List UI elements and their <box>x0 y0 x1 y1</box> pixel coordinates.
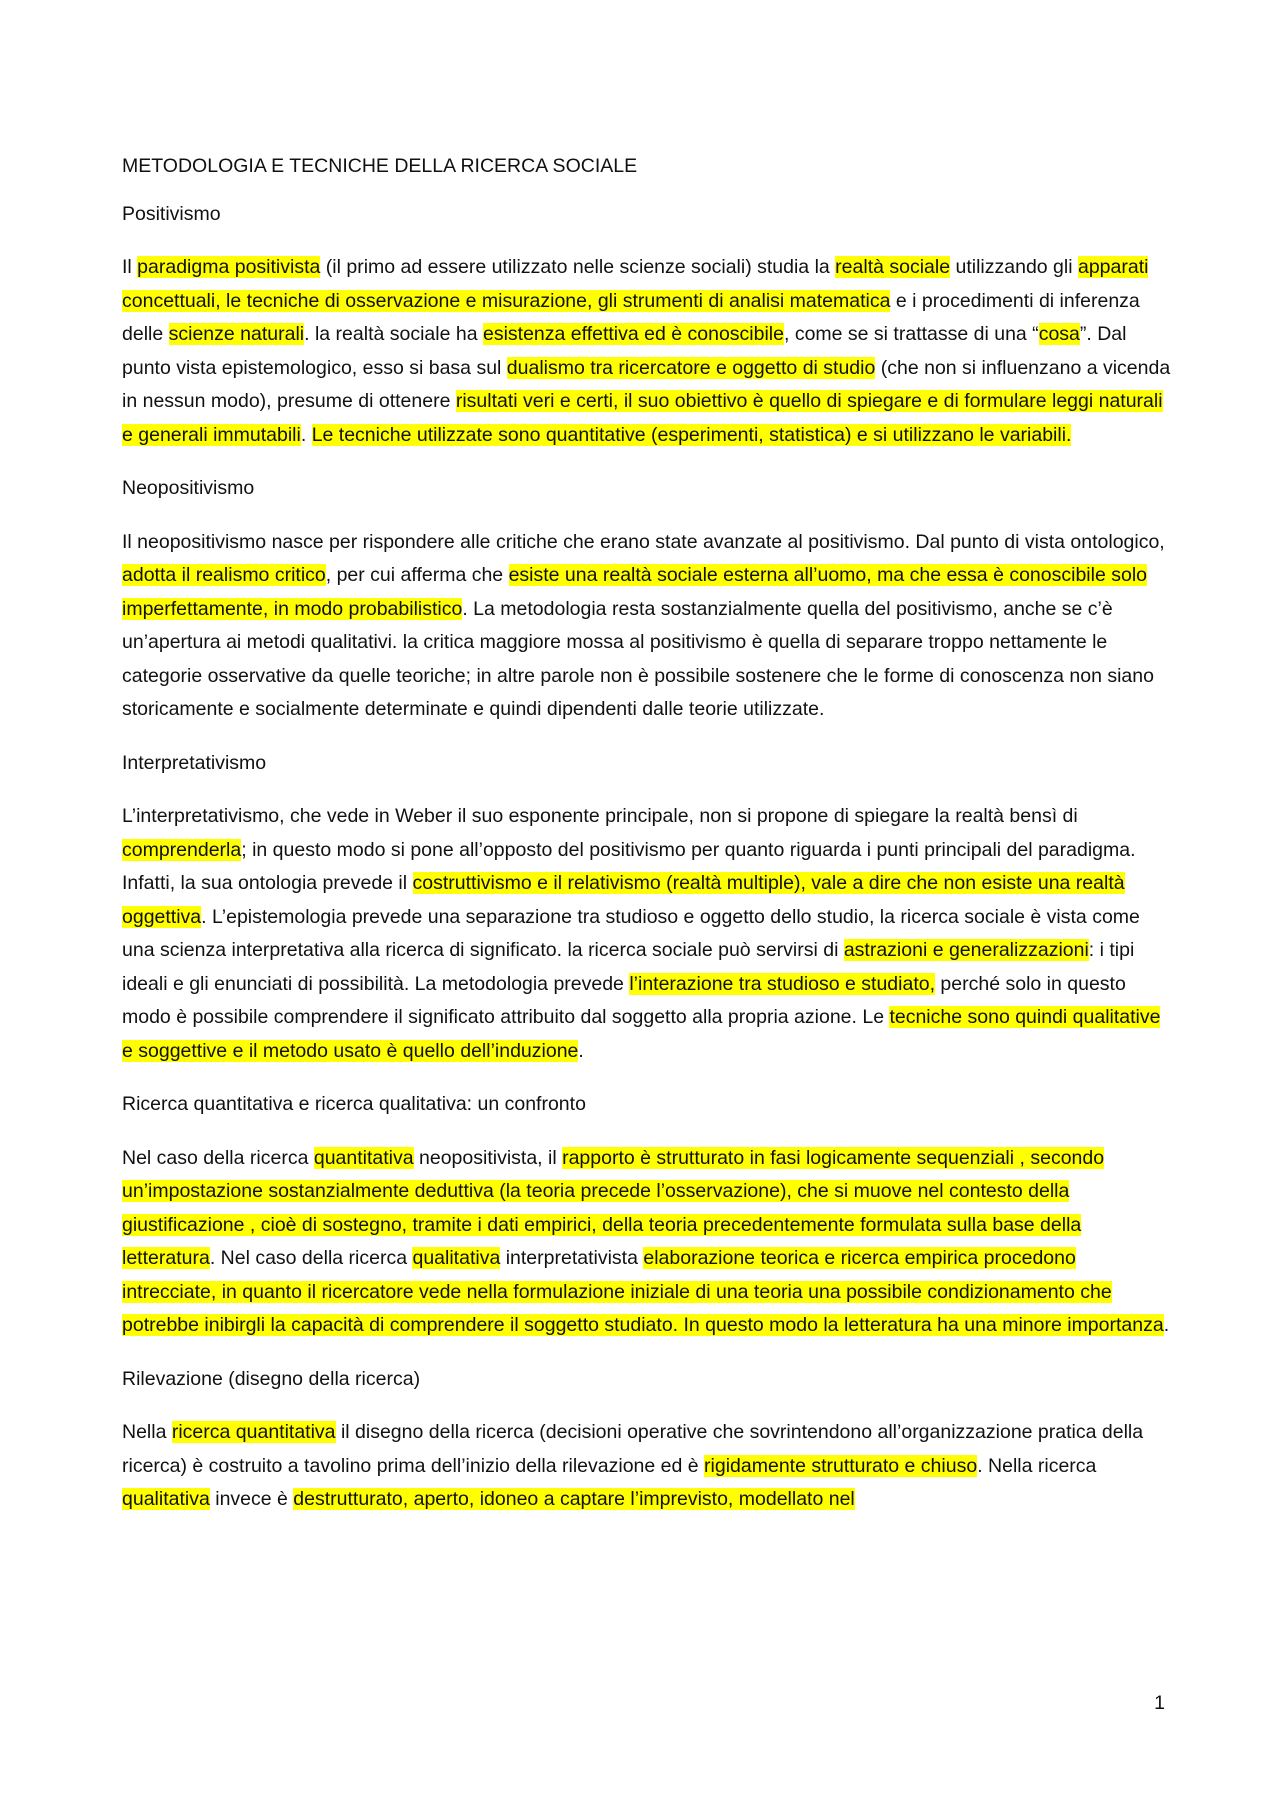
text-run: invece è <box>209 1488 294 1510</box>
section-heading-interpretativismo: Interpretativismo <box>122 751 267 774</box>
section-paragraph-rilevazione <box>122 1416 1172 1517</box>
section-heading-positivismo: Positivismo <box>122 202 221 225</box>
text-run: il disegno della ricerca (decisioni operative che sovrintendono all’organizzazione pratica della ricerca) è costruito a tavolino prima dell’inizio della rilevazione ed è <box>122 1421 1144 1477</box>
highlighted-text: paradigma positivista <box>137 256 321 278</box>
text-run: interpretativista <box>500 1247 644 1269</box>
highlighted-text: l’interazione tra studioso e studiato, <box>629 972 936 995</box>
highlighted-text: esistenza effettiva ed è conoscibile <box>482 323 784 345</box>
highlighted-text: comprenderla <box>122 838 242 861</box>
text-run: neopositivista, il <box>413 1146 563 1169</box>
text-run: . Nel caso della ricerca <box>209 1247 413 1269</box>
highlighted-text: dualismo tra ricercatore e oggetto di studio <box>506 356 876 379</box>
highlighted-text: tecniche sono quindi qualitative e soggettive e il metodo usato è quello dell’induzione <box>122 1006 1161 1062</box>
text-run: . <box>300 423 312 446</box>
section-heading-confronto: Ricerca quantitativa e ricerca qualitativa: un confronto <box>122 1093 586 1115</box>
highlighted-text: adotta il realismo critico <box>122 564 326 586</box>
text-run: perché solo in questo modo è possibile comprendere il significato attribuito dal soggetto alla propria azione. Le <box>122 972 1126 1028</box>
highlighted-text: risultati veri e certi, il suo obiettivo è quello di spiegare e di formulare leggi naturali e generali immutabili <box>122 390 1163 446</box>
text-run: utilizzando gli <box>950 256 1078 278</box>
text-run: . Nella ricerca <box>977 1454 1097 1477</box>
highlighted-text: apparati concettuali, le tecniche di osservazione e misurazione, gli strumenti di analisi matematica <box>122 256 1149 312</box>
section-paragraph-confronto <box>122 1142 1172 1343</box>
document-title: METODOLOGIA E TECNICHE DELLA RICERCA SOCIALE <box>122 155 638 177</box>
text-run: Nella <box>122 1421 172 1443</box>
section-paragraph-positivismo <box>122 251 1172 452</box>
highlighted-text: destrutturato, aperto, idoneo a captare l’imprevisto, modellato nel <box>293 1488 855 1510</box>
text-run: : i tipi ideali e gli enunciati di possibilità. La metodologia prevede <box>122 939 1135 995</box>
highlighted-text: Le tecniche utilizzate sono quantitative (esperimenti, statistica) e si utilizzano le variabili. <box>311 423 1072 446</box>
text-run: Il <box>122 256 138 278</box>
highlighted-text: rapporto è strutturato in fasi logicamente sequenziali , secondo un’impostazione sostanzialmente deduttiva (la teoria precede l’osservazione), che si muove nel contesto della giustificazione , cioè di sostegno, tramite i dati empirici, della teoria precedentemente formulata sulla base della letteratura <box>122 1146 1105 1269</box>
highlighted-text: ricerca quantitativa <box>171 1421 336 1443</box>
text-run: . la realtà sociale ha <box>304 323 483 345</box>
text-run: ; in questo modo si pone all’opposto del positivismo per quanto riguarda i punti principali del paradigma. Infatti, la sua ontologia prevede il <box>122 838 1136 894</box>
document-body <box>122 150 1172 1537</box>
text-run: ”. Dal punto vista epistemologico, esso si basa sul <box>122 323 1127 379</box>
section-paragraph-neopositivismo <box>122 526 1172 727</box>
highlighted-text: esiste una realtà sociale esterna all’uomo, ma che essa è conoscibile solo imperfettamente, in modo probabilistico <box>122 564 1147 620</box>
highlighted-text: scienze naturali <box>168 323 305 345</box>
text-run: , come se si trattasse di una “ <box>783 323 1039 345</box>
text-run: . <box>578 1039 584 1062</box>
section-heading-rilevazione: Rilevazione (disegno della ricerca) <box>122 1367 421 1390</box>
section-heading-neopositivismo: Neopositivismo <box>122 477 255 499</box>
text-run: . <box>1163 1314 1170 1336</box>
highlighted-text: elaborazione teorica e ricerca empirica procedono intrecciate, in quanto il ricercatore vede nella formulazione iniziale di una teoria una possibile condizionamento che potrebbe inibirgli la capacità di comprendere il soggetto studiato. In questo modo la letteratura ha una minore importanza <box>122 1247 1164 1336</box>
text-run: Il neopositivismo nasce per rispondere alle critiche che erano state avanzate al positivismo. Dal punto di vista ontologico, <box>122 530 1165 553</box>
text-run: , per cui afferma che <box>325 564 509 586</box>
page-number: 1 <box>1154 1692 1165 1714</box>
text-run: (il primo ad essere utilizzato nelle scienze sociali) studia la <box>320 256 836 278</box>
highlighted-text: cosa <box>1038 323 1080 345</box>
highlighted-text: qualitativa <box>412 1247 501 1269</box>
section-paragraph-interpretativismo <box>122 800 1172 1068</box>
text-run: Nel caso della ricerca <box>122 1146 314 1169</box>
highlighted-text: realtà sociale <box>835 256 951 278</box>
text-run: . L’epistemologia prevede una separazione tra studioso e oggetto dello studio, la ricerca sociale è vista come una scienza interpretativa alla ricerca di significato. la ricerca sociale può servirsi di <box>122 905 1140 961</box>
text-run: e i procedimenti di inferenza delle <box>122 289 1140 345</box>
highlighted-text: rigidamente strutturato e chiuso <box>704 1454 978 1477</box>
text-run: . La metodologia resta sostanzialmente quella del positivismo, anche se c’è un’apertura ai metodi qualitativi. la critica maggiore mossa al positivismo è quella di separare troppo nettamente le categorie osservative da quelle teoriche; in altre parole non è possibile sostenere che le forme di conoscenza non siano storicamente e socialmente determinate e quindi dipendenti dalle teorie utilizzate. <box>122 597 1154 720</box>
highlighted-text: astrazioni e generalizzazioni <box>843 939 1089 961</box>
highlighted-text: qualitativa <box>122 1488 210 1510</box>
highlighted-text: quantitativa <box>313 1146 414 1169</box>
text-run: (che non si influenzano a vicenda in nessun modo), presume di ottenere <box>122 356 1171 412</box>
text-run: L’interpretativismo, che vede in Weber il suo esponente principale, non si propone di spiegare la realtà bensì di <box>122 805 1078 827</box>
highlighted-text: costruttivismo e il relativismo (realtà multiple), vale a dire che non esiste una realtà oggettiva <box>122 872 1125 928</box>
